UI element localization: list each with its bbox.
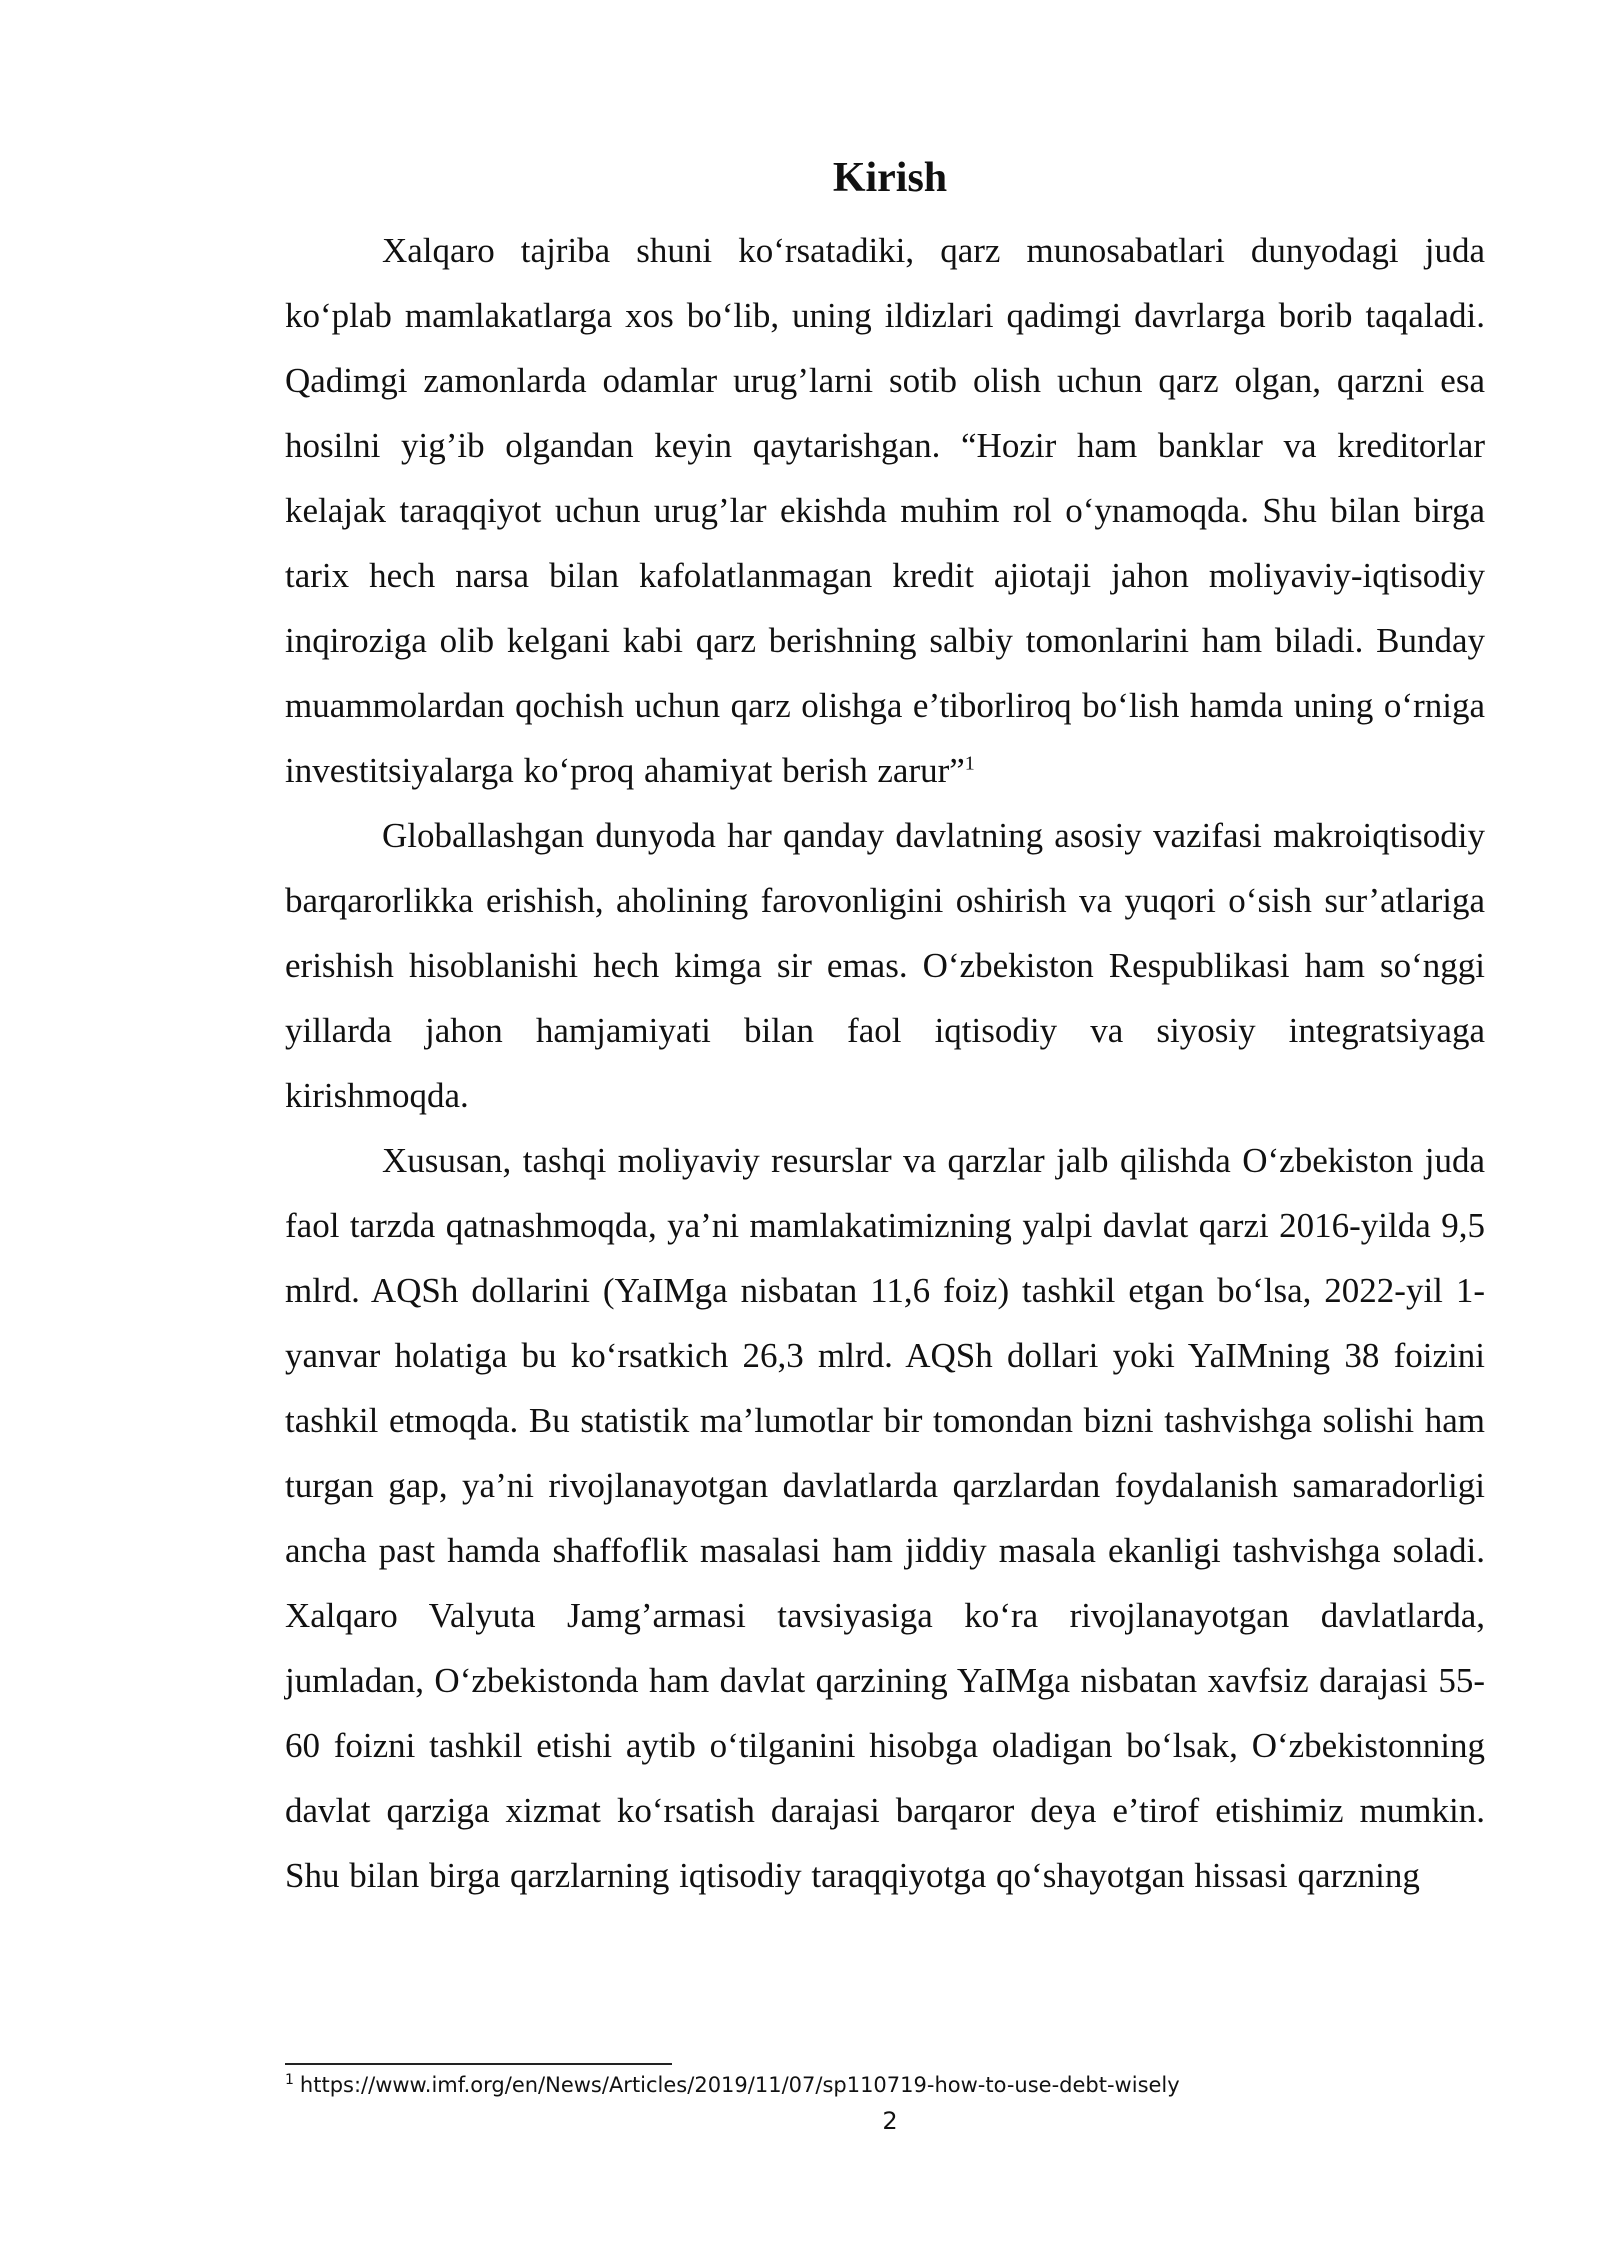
paragraph-intro-text: Xalqaro tajriba shuni ko‘rsatadiki, qarz munosabatlari dunyodagi juda ko‘plab mamlakatlarga xos bo‘lib, uning ildizlari qadimgi davrlarga borib taqaladi. Qadimgi zamonlarda odamlar urug’larni sotib olish uchun qarz olgan, qarzni esa hosilni yig’ib olgandan keyin qaytarishgan. “Hozir ham banklar va kreditorlar kelajak taraqqiyot uchun urug’lar ekishda muhim rol o‘ynamoqda. Shu bilan birga tarix hech narsa bilan kafolatlanmagan kredit ajiotaji jahon moliyaviy-iqtisodiy inqiroziga olib kelgani kabi qarz berishning salbiy tomonlarini ham biladi. Bunday muammolardan qochish uchun qarz olishga e’tiborliroq bo‘lish hamda uning o‘rniga investitsiyalarga ko‘proq ahamiyat berish zarur”	[285, 231, 1485, 790]
paragraph-debt-statistics: Xususan, tashqi moliyaviy resurslar va qarzlar jalb qilishda O‘zbekiston juda faol tarzda qatnashmoqda, ya’ni mamlakatimizning yalpi davlat qarzi 2016-yilda 9,5 mlrd. AQSh dollarini (YaIMga nisbatan 11,6 foiz) tashkil etgan bo‘lsa, 2022-yil 1-yanvar holatiga bu ko‘rsatkich 26,3 mlrd. AQSh dollari yoki YaIMning 38 foizini tashkil etmoqda. Bu statistik ma’lumotlar bir tomondan bizni tashvishga solishi ham turgan gap, ya’ni rivojlanayotgan davlatlarda qarzlardan foydalanish samaradorligi ancha past hamda shaffoflik masalasi ham jiddiy masala ekanligi tashvishga soladi. Xalqaro Valyuta Jamg’armasi tavsiyasiga ko‘ra rivojlanayotgan davlatlarda, jumladan, O‘zbekistonda ham davlat qarzining YaIMga nisbatan xavfsiz darajasi 55-60 foizni tashkil etishi aytib o‘tilganini hisobga oladigan bo‘lsak, O‘zbekistonning davlat qarziga xizmat ko‘rsatish darajasi barqaror deya e’tirof etishimiz mumkin. Shu bilan birga qarzlarning iqtisodiy taraqqiyotga qo‘shayotgan hissasi qarzning	[285, 1141, 1485, 1895]
body-text	[285, 218, 1485, 1908]
footnote	[285, 2070, 1485, 2100]
footnote-link[interactable]: https://www.imf.org/en/News/Articles/2019/11/07/sp110719-how-to-use-debt-wisely	[299, 2073, 1180, 2097]
footnote-divider	[285, 2063, 672, 2065]
paragraph-intro	[285, 218, 1485, 803]
footnote-number: 1	[285, 2072, 294, 2088]
footnote-reference[interactable]: 1	[964, 752, 975, 775]
page-title: Kirish	[832, 155, 948, 201]
paragraph-globalization: Globallashgan dunyoda har qanday davlatning asosiy vazifasi makroiqtisodiy barqarorlikka erishish, aholining farovonligini oshirish va yuqori o‘sish sur’atlariga erishish hisoblanishi hech kimga sir emas. O‘zbekiston Respublikasi ham so‘nggi yillarda jahon hamjamiyati bilan faol iqtisodiy va siyosiy integratsiyaga kirishmoqda.	[285, 816, 1485, 1115]
page-number: 2	[882, 2107, 898, 2135]
